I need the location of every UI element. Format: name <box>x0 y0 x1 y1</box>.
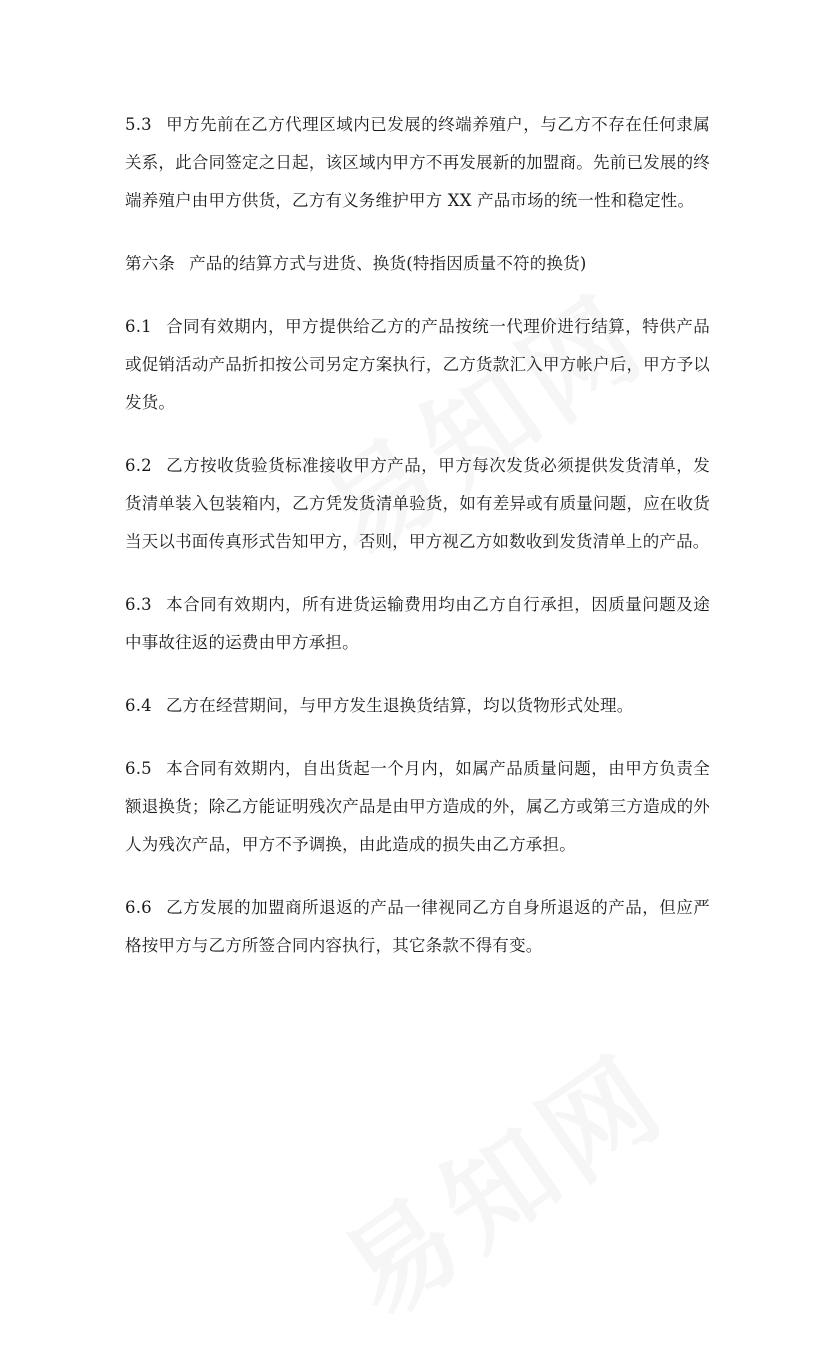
clause-5-3 <box>125 106 710 220</box>
clause-6-3 <box>125 586 710 662</box>
clause-6-4 <box>125 687 710 725</box>
clause-text: 乙方按收货验货标准接收甲方产品，甲方每次发货必须提供发货清单，发货清单装入包装箱内，乙方凭发货清单验货，如有差异或有质量问题，应在收货当天以书面传真形式告知甲方，否则，甲方视乙方如数收到发货清单上的产品。 <box>125 456 710 551</box>
clause-number: 6.2 <box>125 456 152 475</box>
document-body <box>125 106 710 990</box>
clause-6-1 <box>125 308 710 422</box>
clause-6-5 <box>125 750 710 864</box>
clause-number: 6.4 <box>125 696 152 715</box>
article-number: 第六条 <box>125 254 176 273</box>
clause-6-2 <box>125 447 710 561</box>
clause-text: 乙方在经营期间，与甲方发生退换货结算，均以货物形式处理。 <box>165 696 634 715</box>
article-6-heading <box>125 245 710 283</box>
clause-number: 6.5 <box>125 759 152 778</box>
clause-number: 5.3 <box>125 115 152 134</box>
clause-text: 合同有效期内，甲方提供给乙方的产品按统一代理价进行结算，特供产品或促销活动产品折扣按公司另定方案执行，乙方货款汇入甲方帐户后，甲方予以发货。 <box>125 317 710 412</box>
clause-text: 本合同有效期内，所有进货运输费用均由乙方自行承担，因质量问题及途中事故往返的运费由甲方承担。 <box>125 595 710 652</box>
watermark-bottom <box>307 1011 693 1347</box>
clause-text: 甲方先前在乙方代理区域内已发展的终端养殖户，与乙方不存在任何隶属关系，此合同签定之日起，该区域内甲方不再发展新的加盟商。先前已发展的终端养殖户由甲方供货，乙方有义务维护甲方 XX 产品市场的统一性和稳定性。 <box>125 115 710 210</box>
article-title: 产品的结算方式与进货、换货(特指因质量不符的换货) <box>189 254 587 273</box>
clause-number: 6.1 <box>125 317 152 336</box>
clause-text: 本合同有效期内，自出货起一个月内，如属产品质量问题，由甲方负责全额退换货；除乙方能证明残次产品是由甲方造成的外，属乙方或第三方造成的外人为残次产品，甲方不予调换，由此造成的损失由乙方承担。 <box>125 759 710 854</box>
clause-number: 6.6 <box>125 898 152 917</box>
clause-text: 乙方发展的加盟商所退返的产品一律视同乙方自身所退返的产品，但应严格按甲方与乙方所签合同内容执行，其它条款不得有变。 <box>125 898 710 955</box>
clause-6-6 <box>125 889 710 965</box>
clause-number: 6.3 <box>125 595 152 614</box>
